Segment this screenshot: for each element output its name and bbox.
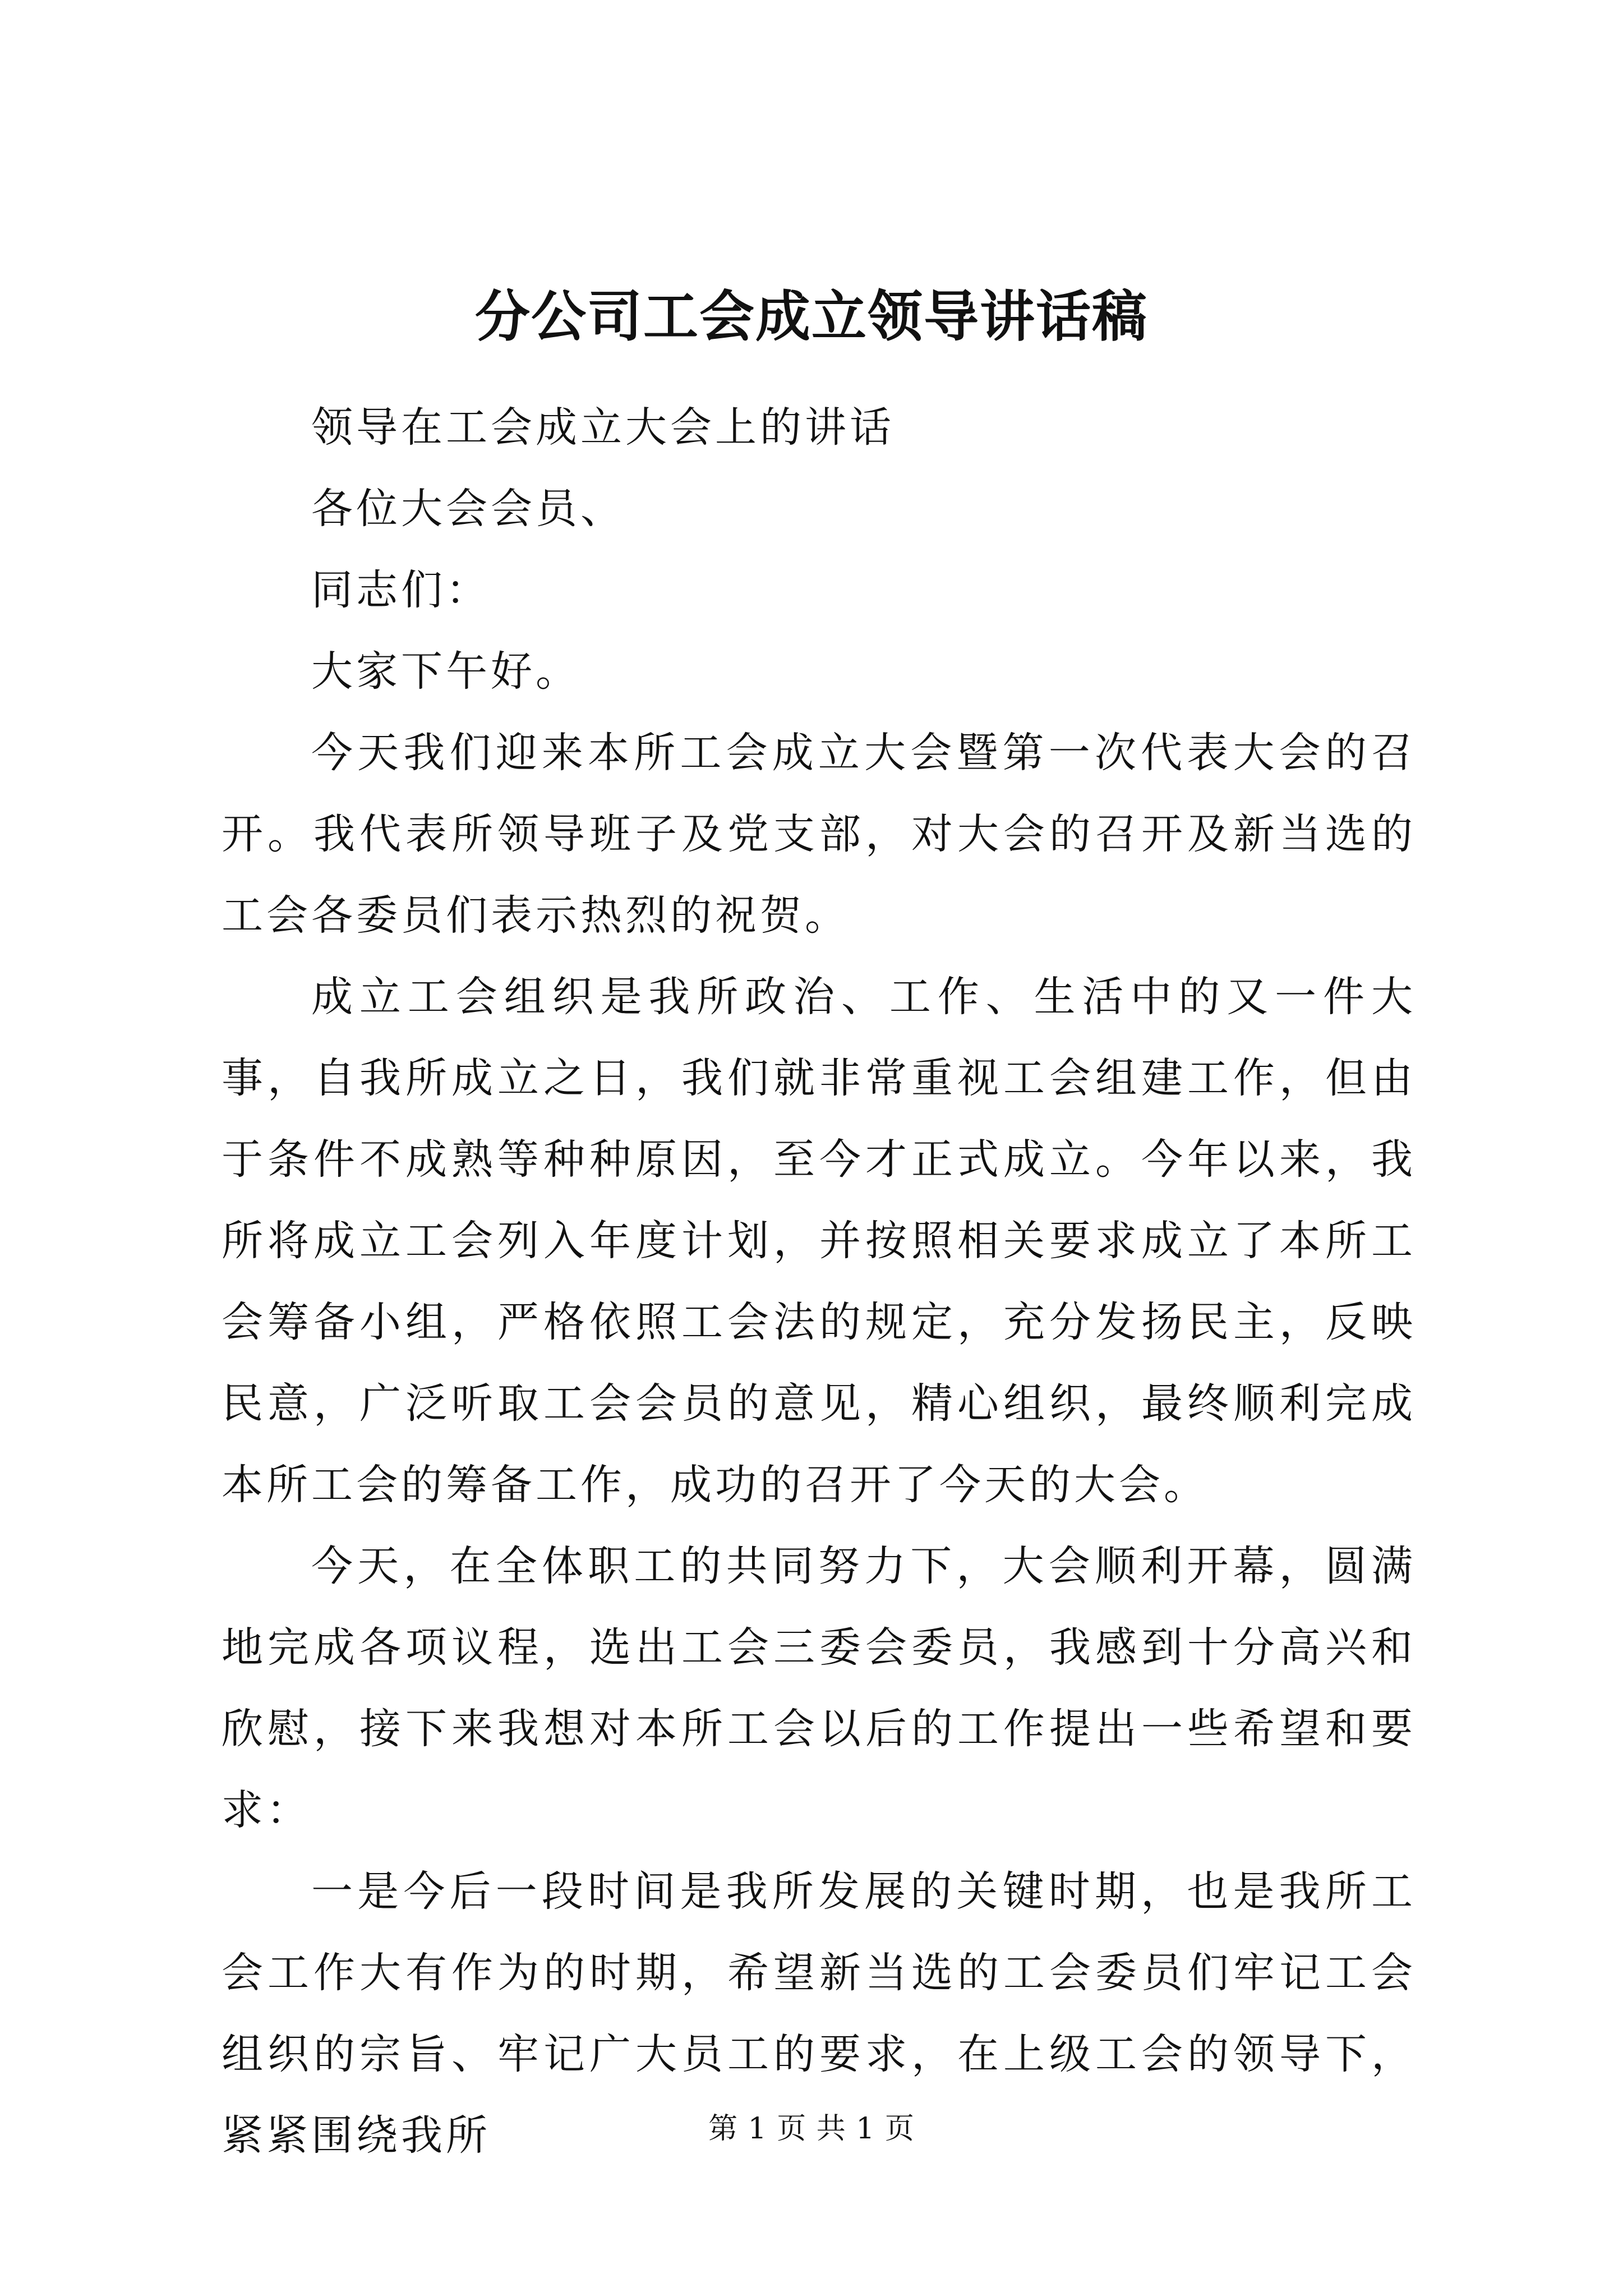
- paragraph: 一是今后一段时间是我所发展的关键时期，也是我所工会工作大有作为的时期，希望新当选的工会委员们牢记工会组织的宗旨、牢记广大员工的要求，在上级工会的领导下，紧紧围绕我所: [222, 1867, 1416, 2160]
- paragraph: 成立工会组织是我所政治、工作、生活中的又一件大事，自我所成立之日，我们就非常重视工会组建工作，但由于条件不成熟等种种原因，至今才正式成立。今年以来，我所将成立工会列入年度计划，并按照相关要求成立了本所工会筹备小组，严格依照工会法的规定，充分发扬民主，反映民意，广泛听取工会会员的意见，精心组织，最终顺利完成本所工会的筹备工作，成功的召开了今天的大会。: [222, 973, 1416, 1509]
- paragraph: 大家下午好。: [311, 647, 580, 696]
- page-number-footer: 第 1 页 共 1 页: [708, 2112, 915, 2146]
- paragraph: 今天，在全体职工的共同努力下，大会顺利开幕，圆满地完成各项议程，选出工会三委会委员，我感到十分高兴和欣慰，接下来我想对本所工会以后的工作提出一些希望和要求：: [222, 1542, 1416, 1834]
- paragraph: 各位大会会员、: [311, 485, 625, 533]
- paragraph: 同志们：: [311, 566, 491, 614]
- document-body: [222, 387, 1416, 2177]
- paragraph: 领导在工会成立大会上的讲话: [311, 403, 895, 452]
- paragraph: 今天我们迎来本所工会成立大会暨第一次代表大会的召开。我代表所领导班子及党支部，对大会的召开及新当选的工会各委员们表示热烈的祝贺。: [222, 729, 1416, 940]
- document-title: 分公司工会成立领导讲话稿: [474, 284, 1148, 349]
